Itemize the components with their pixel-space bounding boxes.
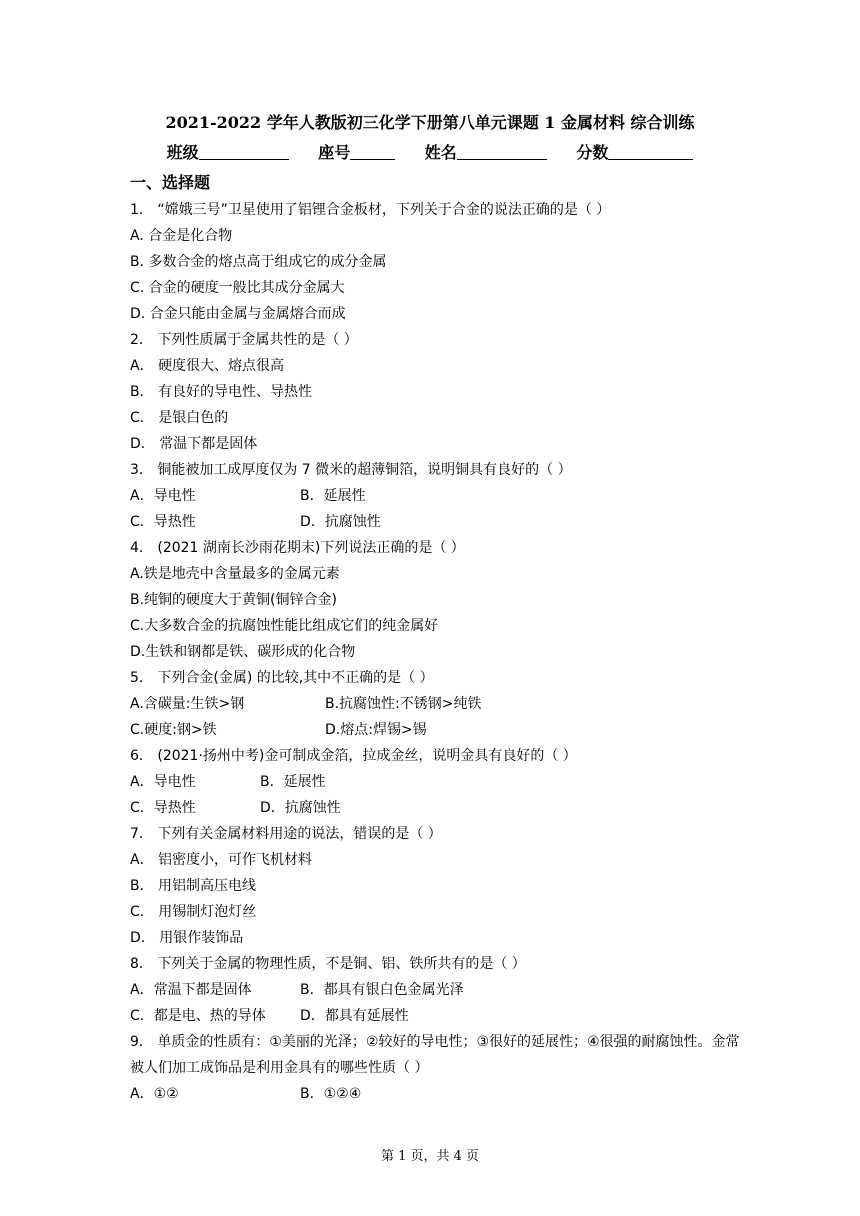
name-label: 姓名 bbox=[424, 143, 457, 162]
question-1-option-a: A. 合金是化合物 bbox=[130, 228, 233, 244]
question-4-option-d: D.生铁和钢都是铁、碳形成的化合物 bbox=[130, 644, 356, 660]
question-5-option-a: A.含碳量:生铁>钢 bbox=[130, 696, 245, 712]
question-6-option-c: C．导热性 bbox=[130, 800, 196, 816]
question-8-option-c: C．都是电、热的导体 bbox=[130, 1008, 266, 1024]
question-3-options-row-2 bbox=[130, 509, 740, 535]
score-label: 分数 bbox=[576, 143, 609, 162]
question-3-option-d: D．抗腐蚀性 bbox=[300, 514, 381, 530]
question-6-option-b: B．延展性 bbox=[260, 774, 326, 790]
question-3-option-a: A．导电性 bbox=[130, 488, 196, 504]
page-footer: 第 1 页，共 4 页 bbox=[380, 1149, 480, 1164]
document-title: 2021-2022 学年人教版初三化学下册第八单元课题 1 金属材料 综合训练 bbox=[165, 113, 695, 132]
question-9-stem: 9． 单质金的性质有：①美丽的光泽；②较好的导电性；③很好的延展性；④很强的耐腐蚀性。金常被人们加工成饰品是利用金具有的哪些性质（ ） bbox=[130, 1034, 740, 1076]
section-heading: 一、选择题 bbox=[130, 173, 211, 192]
class-label: 班级 bbox=[166, 143, 199, 162]
question-7-stem: 7． 下列有关金属材料用途的说法，错误的是（ ） bbox=[130, 826, 442, 842]
question-7-option-d: D． 用银作装饰品 bbox=[130, 930, 244, 946]
question-2-stem: 2． 下列性质属于金属共性的是（ ） bbox=[130, 332, 358, 348]
student-info-row bbox=[0, 140, 860, 163]
question-4-option-a: A.铁是地壳中含量最多的金属元素 bbox=[130, 566, 340, 582]
question-3-option-b: B．延展性 bbox=[300, 488, 366, 504]
question-3-option-c: C．导热性 bbox=[130, 514, 196, 530]
question-9-options-row-1 bbox=[130, 1081, 740, 1107]
name-field bbox=[425, 140, 547, 163]
question-6-stem: 6． (2021·扬州中考)金可制成金箔，拉成金丝，说明金具有良好的（ ） bbox=[130, 748, 577, 764]
question-4-stem: 4． (2021 湖南长沙雨花期末)下列说法正确的是（ ） bbox=[130, 540, 465, 556]
question-2-option-b: B． 有良好的导电性、导热性 bbox=[130, 384, 313, 400]
question-8-option-a: A．常温下都是固体 bbox=[130, 982, 252, 998]
class-field bbox=[167, 140, 289, 163]
question-8-option-b: B．都具有银白色金属光泽 bbox=[300, 982, 464, 998]
question-5-option-d: D.熔点:焊锡>锡 bbox=[325, 722, 427, 738]
question-5-stem: 5． 下列合金(金属) 的比较,其中不正确的是（ ） bbox=[130, 670, 434, 686]
question-8-option-d: D．都具有延展性 bbox=[300, 1008, 409, 1024]
question-5-option-b: B.抗腐蚀性:不锈钢>纯铁 bbox=[325, 696, 482, 712]
question-6-options-row-2 bbox=[130, 795, 740, 821]
seat-label: 座号 bbox=[318, 143, 351, 162]
question-2-option-a: A． 硬度很大、熔点很高 bbox=[130, 358, 285, 374]
question-1-option-c: C. 合金的硬度一般比其成分金属大 bbox=[130, 280, 345, 296]
score-blank[interactable] bbox=[608, 143, 693, 160]
question-7-option-a: A． 铝密度小，可作飞机材料 bbox=[130, 852, 313, 868]
score-field bbox=[576, 140, 693, 163]
question-4-option-c: C.大多数合金的抗腐蚀性能比组成它们的纯金属好 bbox=[130, 618, 439, 634]
question-1-stem: 1． “嫦娥三号”卫星使用了铝锂合金板材，下列关于合金的说法正确的是（ ） bbox=[130, 202, 611, 218]
question-4-option-b: B.纯铜的硬度大于黄铜(铜锌合金) bbox=[130, 592, 337, 608]
question-9-option-a: A．①② bbox=[130, 1086, 179, 1102]
question-5-option-c: C.硬度:钢>铁 bbox=[130, 722, 217, 738]
question-5-options-row-2 bbox=[130, 717, 740, 743]
question-8-options-row-1 bbox=[130, 977, 740, 1003]
question-9-option-b: B．①②④ bbox=[300, 1086, 362, 1102]
question-8-options-row-2 bbox=[130, 1003, 740, 1029]
question-3-options-row-1 bbox=[130, 483, 740, 509]
seat-blank[interactable] bbox=[350, 143, 395, 160]
question-3-stem: 3． 铜能被加工成厚度仅为 7 微米的超薄铜箔，说明铜具有良好的（ ） bbox=[130, 462, 572, 478]
question-1-option-b: B. 多数合金的熔点高于组成它的成分金属 bbox=[130, 254, 387, 270]
question-6-option-a: A．导电性 bbox=[130, 774, 196, 790]
question-6-option-d: D．抗腐蚀性 bbox=[260, 800, 341, 816]
question-7-option-c: C． 用锡制灯泡灯丝 bbox=[130, 904, 257, 920]
question-7-option-b: B． 用铝制高压电线 bbox=[130, 878, 257, 894]
question-5-options-row-1 bbox=[130, 691, 740, 717]
question-list bbox=[130, 197, 740, 1107]
question-6-options-row-1 bbox=[130, 769, 740, 795]
question-2-option-d: D． 常温下都是固体 bbox=[130, 436, 258, 452]
question-2-option-c: C． 是银白色的 bbox=[130, 410, 229, 426]
seat-field bbox=[318, 140, 395, 163]
name-blank[interactable] bbox=[457, 143, 547, 160]
class-blank[interactable] bbox=[199, 143, 289, 160]
question-8-stem: 8． 下列关于金属的物理性质，不是铜、铝、铁所共有的是（ ） bbox=[130, 956, 526, 972]
question-1-option-d: D. 合金只能由金属与金属熔合而成 bbox=[130, 306, 346, 322]
